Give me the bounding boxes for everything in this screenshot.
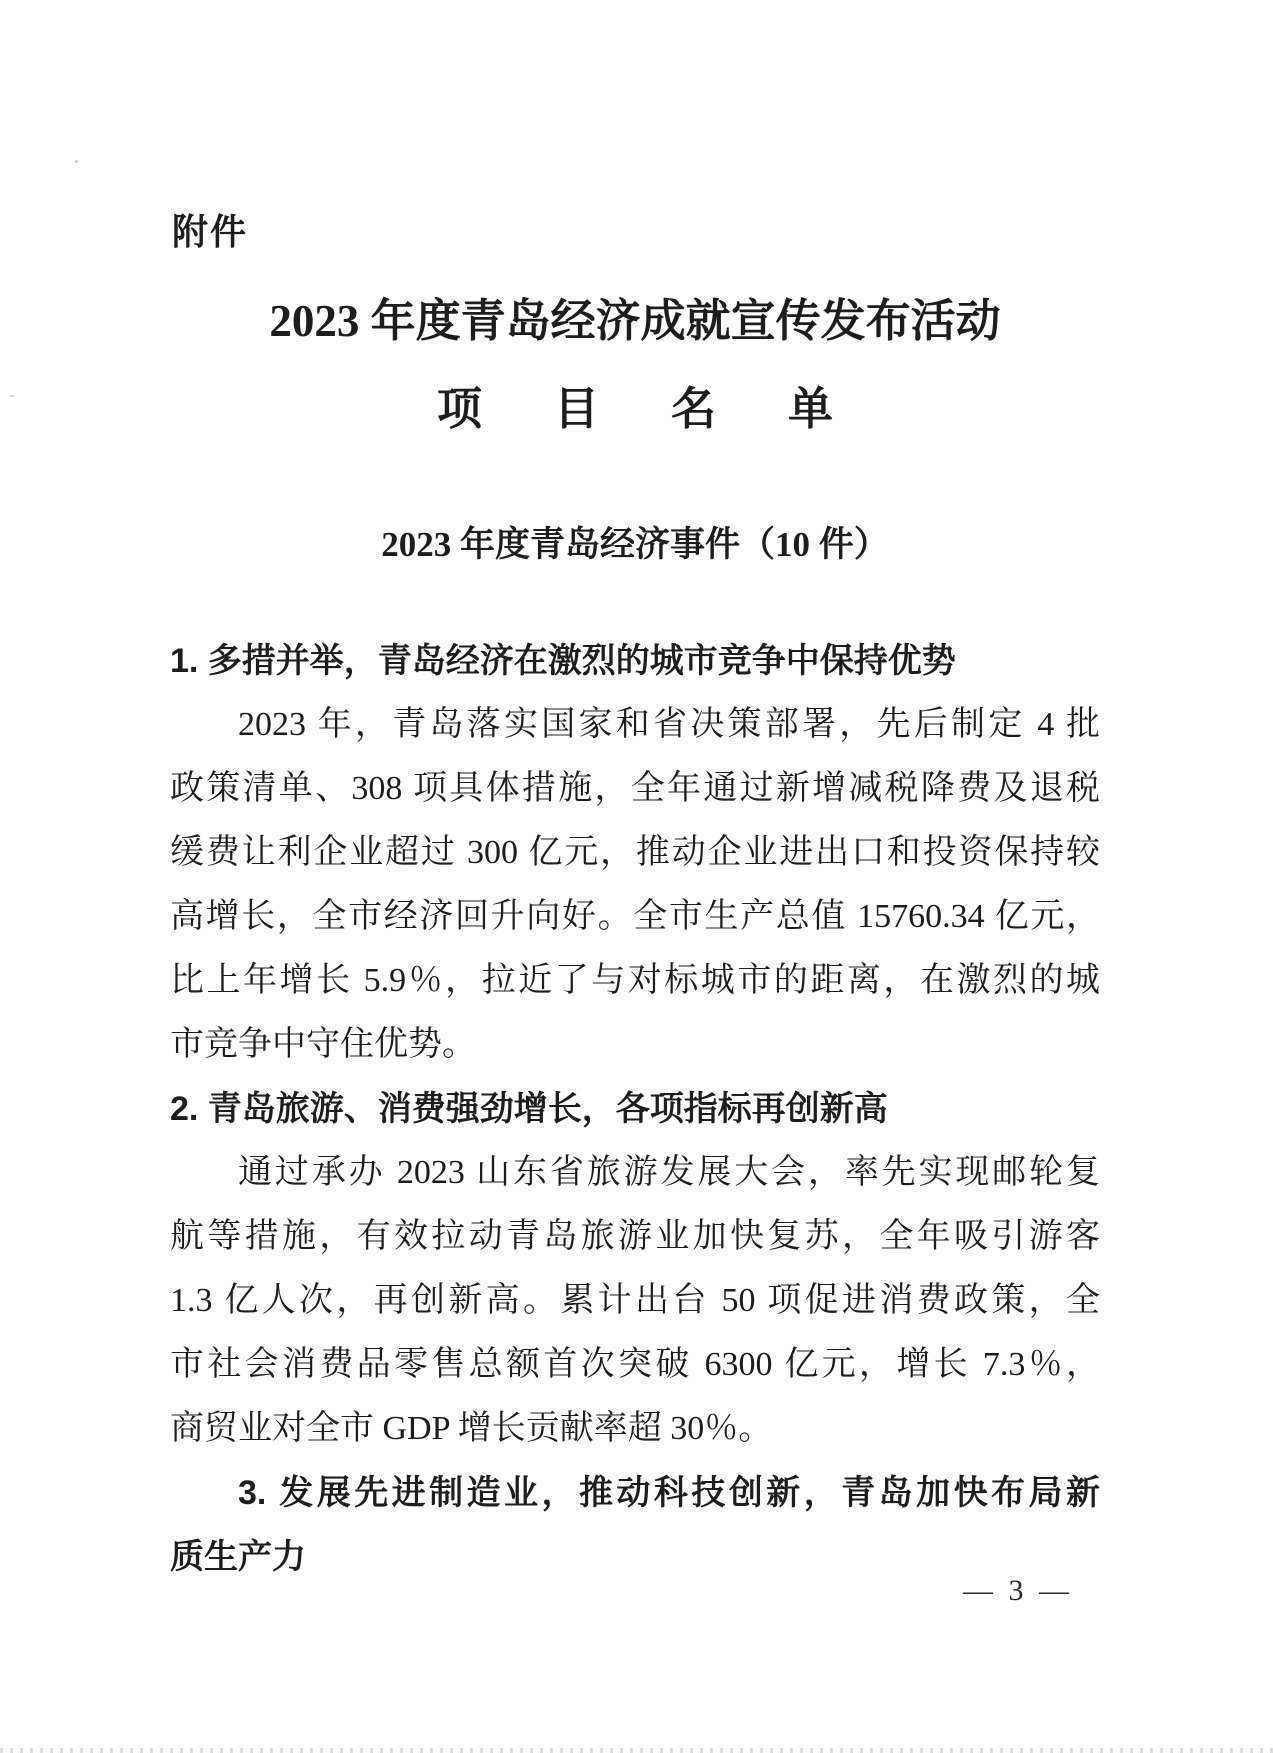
section-1-line-4: 高增长，全市经济回升向好。全市生产总值 15760.34 亿元，	[170, 898, 1100, 935]
document-subtitle: 2023 年度青岛经济事件（10 件）	[381, 525, 889, 564]
document-title-line1: 2023 年度青岛经济成就宣传发布活动	[269, 296, 1001, 346]
section-1-line-6: 市竞争中守住优势。	[170, 1026, 476, 1063]
section-1-line-2: 政策清单、308 项具体措施，全年通过新增减税降费及退税	[170, 770, 1100, 807]
scan-speck	[10, 395, 14, 397]
section-1-line-3: 缓费让利企业超过 300 亿元，推动企业进出口和投资保持较	[170, 834, 1100, 871]
scan-edge-artifact	[0, 1748, 1273, 1753]
attachment-label: 附件	[172, 211, 249, 252]
section-1-line-5: 比上年增长 5.9％，拉近了与对标城市的距离，在激烈的城	[170, 962, 1100, 999]
section-1-heading: 1. 多措并举，青岛经济在激烈的城市竞争中保持优势	[170, 642, 956, 680]
page-number: — 3 —	[963, 1574, 1073, 1607]
section-1-line-1: 2023 年，青岛落实国家和省决策部署，先后制定 4 批	[238, 706, 1100, 743]
section-3-heading-line1: 3. 发展先进制造业，推动科技创新，青岛加快布局新	[238, 1474, 1100, 1512]
section-2-line-4: 市社会消费品零售总额首次突破 6300 亿元，增长 7.3％，	[170, 1346, 1100, 1383]
section-2-heading: 2. 青岛旅游、消费强劲增长，各项指标再创新高	[170, 1090, 888, 1128]
section-2-line-5: 商贸业对全市 GDP 增长贡献率超 30％。	[170, 1410, 773, 1447]
document-title-line2: 项 目 名 单	[436, 384, 854, 434]
section-3-heading-line2: 质生产力	[170, 1538, 306, 1576]
document-body	[170, 0, 1100, 1589]
section-2-line-1: 通过承办 2023 山东省旅游发展大会，率先实现邮轮复	[238, 1154, 1100, 1191]
section-2-line-2: 航等措施，有效拉动青岛旅游业加快复苏，全年吸引游客	[170, 1218, 1100, 1255]
scan-speck	[75, 160, 78, 163]
section-2-line-3: 1.3 亿人次，再创新高。累计出台 50 项促进消费政策，全	[170, 1282, 1100, 1319]
